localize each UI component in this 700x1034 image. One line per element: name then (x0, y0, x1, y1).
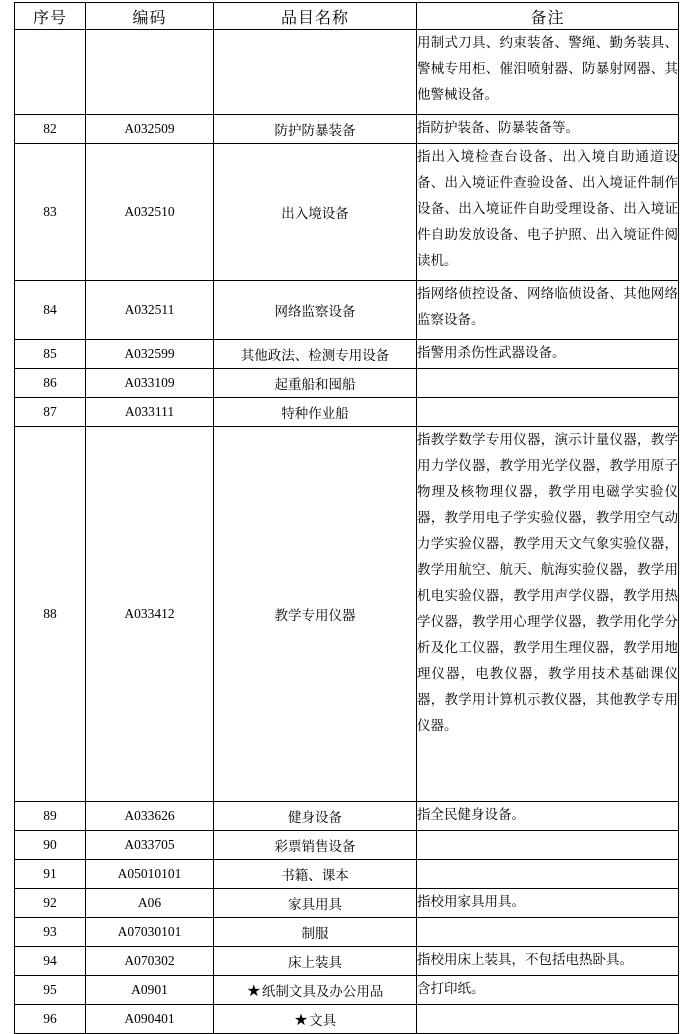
row-number: 83 (15, 144, 86, 281)
item-code (86, 30, 214, 115)
item-code: A033705 (86, 831, 214, 860)
item-name-cell (214, 1005, 417, 1034)
item-name-cell (214, 976, 417, 1005)
item-name-cell (214, 281, 417, 340)
item-code: A090401 (86, 1005, 214, 1034)
item-remark: 指网络侦控设备、网络临侦设备、其他网络监察设备。 (417, 281, 679, 340)
table-row (15, 369, 679, 398)
table-row (15, 947, 679, 976)
row-number: 82 (15, 115, 86, 144)
item-name-cell (214, 860, 417, 889)
item-name: 其他政法、检测专用设备 (240, 348, 390, 364)
item-remark (417, 831, 679, 860)
item-name: 出入境设备 (281, 206, 349, 222)
row-number: 94 (15, 947, 86, 976)
item-code: A032509 (86, 115, 214, 144)
item-remark: 指全民健身设备。 (417, 802, 679, 831)
table-row (15, 281, 679, 340)
item-name: 制服 (301, 926, 329, 942)
item-name-cell (214, 30, 417, 115)
item-code: A033626 (86, 802, 214, 831)
item-code: A033109 (86, 369, 214, 398)
row-number: 88 (15, 427, 86, 802)
table-row (15, 115, 679, 144)
item-name-cell (214, 340, 417, 369)
item-name: 网络监察设备 (274, 304, 356, 320)
item-code: A06 (86, 889, 214, 918)
item-remark: 指校用床上装具，不包括电热卧具。 (417, 947, 679, 976)
item-name: 防护防暴装备 (274, 123, 356, 139)
row-number: 87 (15, 398, 86, 427)
table-row (15, 889, 679, 918)
item-code: A032511 (86, 281, 214, 340)
item-code: A032510 (86, 144, 214, 281)
row-number: 96 (15, 1005, 86, 1034)
item-remark: 指防护装备、防暴装备等。 (417, 115, 679, 144)
item-code: A07030101 (86, 918, 214, 947)
row-number: 90 (15, 831, 86, 860)
table-row (15, 802, 679, 831)
table-row (15, 398, 679, 427)
item-remark (417, 1005, 679, 1034)
item-code: A070302 (86, 947, 214, 976)
table-row (15, 976, 679, 1005)
item-name-cell (214, 889, 417, 918)
row-number: 84 (15, 281, 86, 340)
item-name: 彩票销售设备 (274, 839, 356, 855)
row-number: 95 (15, 976, 86, 1005)
item-remark (417, 918, 679, 947)
item-name-cell (214, 144, 417, 281)
item-remark: 用制式刀具、约束装备、警绳、勤务装具、警械专用柜、催泪喷射器、防暴射网器、其他警械设备。 (417, 30, 679, 115)
item-remark: 含打印纸。 (417, 976, 679, 1005)
row-number: 89 (15, 802, 86, 831)
item-name: 特种作业船 (281, 406, 349, 422)
item-code: A0901 (86, 976, 214, 1005)
item-name-cell (214, 398, 417, 427)
item-remark (417, 398, 679, 427)
item-remark: 指校用家具用具。 (417, 889, 679, 918)
item-name-cell (214, 831, 417, 860)
table-row (15, 831, 679, 860)
header-row (15, 3, 679, 30)
star-icon: ★ (246, 981, 261, 1000)
item-name-cell (214, 115, 417, 144)
row-number (15, 30, 86, 115)
item-name-cell (214, 427, 417, 802)
row-number: 91 (15, 860, 86, 889)
row-number: 92 (15, 889, 86, 918)
table-row (15, 860, 679, 889)
table-row (15, 427, 679, 802)
row-number: 85 (15, 340, 86, 369)
item-remark: 指出入境检查台设备、出入境自助通道设备、出入境证件查验设备、出入境证件制作设备、出入境证件自助受理设备、出入境证件自助发放设备、电子护照、出入境证件阅读机。 (417, 144, 679, 281)
header-remark: 备注 (417, 3, 679, 30)
item-name: 家具用具 (288, 897, 342, 913)
item-remark: 指教学数学专用仪器，演示计量仪器，教学用力学仪器，教学用光学仪器，教学用原子物理及核物理仪器，教学用电磁学实验仪器，教学用电子学实验仪器，教学用空气动力学实验仪器，教学用天文气象实验仪器，教学用航空、航天、航海实验仪器，教学用机电实验仪器，教学用声学仪器，教学用热学仪器，教学用心理学仪器，教学用化学分析及化工仪器，教学用生理仪器，教学用地理仪器，电教仪器，教学用技术基础课仪器，教学用计算机示教仪器，其他教学专用仪器。 (417, 427, 679, 802)
catalog-table (14, 2, 679, 1034)
table-row (15, 340, 679, 369)
item-name-cell (214, 369, 417, 398)
item-remark (417, 369, 679, 398)
item-code: A032599 (86, 340, 214, 369)
item-code: A05010101 (86, 860, 214, 889)
header-code: 编码 (86, 3, 214, 30)
item-name: 起重船和囤船 (274, 377, 356, 393)
item-name: 书籍、课本 (281, 868, 349, 884)
item-code: A033111 (86, 398, 214, 427)
row-number: 93 (15, 918, 86, 947)
row-number: 86 (15, 369, 86, 398)
item-name-cell (214, 918, 417, 947)
table-row (15, 30, 679, 115)
item-code: A033412 (86, 427, 214, 802)
header-name: 品目名称 (214, 3, 417, 30)
item-name-cell (214, 802, 417, 831)
star-icon: ★ (293, 1010, 309, 1029)
item-name-cell (214, 947, 417, 976)
item-name: 教学专用仪器 (274, 608, 356, 624)
table-row (15, 144, 679, 281)
item-name: 健身设备 (288, 810, 342, 826)
item-remark (417, 860, 679, 889)
table-row (15, 918, 679, 947)
item-remark: 指警用杀伤性武器设备。 (417, 340, 679, 369)
table-body (15, 30, 679, 1034)
item-name: 文具 (309, 1013, 337, 1029)
table-row (15, 1005, 679, 1034)
item-name: 纸制文具及办公用品 (261, 984, 384, 1000)
item-name: 床上装具 (288, 955, 342, 971)
header-no: 序号 (15, 3, 86, 30)
